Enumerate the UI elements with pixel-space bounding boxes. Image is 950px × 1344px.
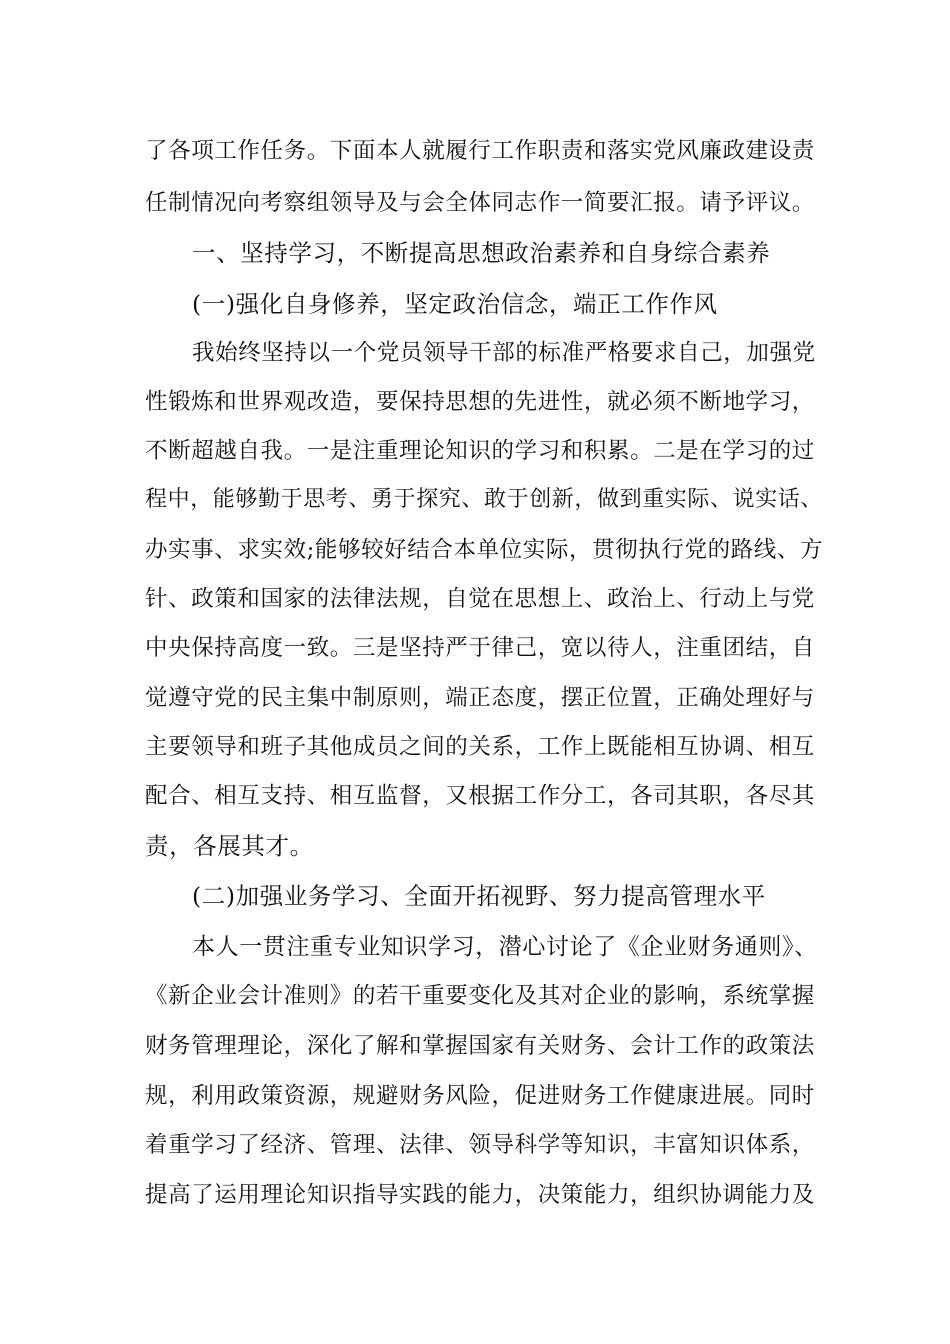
text-line: 着重学习了经济、管理、法律、领导科学等知识，丰富知识体系， [145,1132,815,1158]
text-line: 程中，能够勤于思考、勇于探究、敢于创新，做到重实际、说实话、 [145,487,824,512]
text-line: 我始终坚持以一个党员领导干部的标准严格要求自己，加强党 [192,340,816,366]
text-line: 不断超越自我。一是注重理论知识的学习和积累。二是在学习的过 [145,438,815,464]
text-line: 配合、相互支持、相互监督，又根据工作分工，各司其职，各尽其 [145,783,815,809]
text-line: 本人一贯注重专业知识学习，潜心讨论了《企业财务通则》、 [192,934,818,960]
text-line: 了各项工作任务。下面本人就履行工作职责和落实党风廉政建设责 [145,138,815,164]
text-line: 责，各展其才。 [145,832,314,860]
text-line: 财务管理理论，深化了解和掌握国家有关财务、会计工作的政策法 [145,1033,815,1059]
text-line: 性锻炼和世界观改造，要保持思想的先进性，就必须不断地学习， [145,389,815,415]
text-line: 中央保持高度一致。三是坚持严于律己，宽以待人，注重团结，自 [145,635,815,661]
section-heading: 一、坚持学习，不断提高思想政治素养和自身综合素养 [192,239,771,267]
subsection-heading: (一)强化自身修养，坚定政治信念，端正工作作风 [192,290,718,318]
text-line: 主要领导和班子其他成员之间的关系，工作上既能相互协调、相互 [145,734,815,760]
subsection-heading: (二)加强业务学习、全面开拓视野、努力提高管理水平 [192,882,766,910]
text-line: 针、政策和国家的法律法规，自觉在思想上、政治上、行动上与党 [145,586,815,612]
text-line: 提高了运用理论知识指导实践的能力，决策能力，组织协调能力及 [145,1182,815,1208]
text-line: 规，利用政策资源，规避财务风险，促进财务工作健康进展。同时 [145,1083,815,1109]
text-line: 《新企业会计准则》的若干重要变化及其对企业的影响，系统掌握 [145,983,815,1009]
text-line: 觉遵守党的民主集中制原则，端正态度，摆正位置，正确处理好与 [145,685,815,711]
text-line: 任制情况向考察组领导及与会全体同志作一简要汇报。请予评议。 [145,190,815,216]
text-line: 办实事、求实效;能够较好结合本单位实际，贯彻执行党的路线、方 [145,537,824,563]
